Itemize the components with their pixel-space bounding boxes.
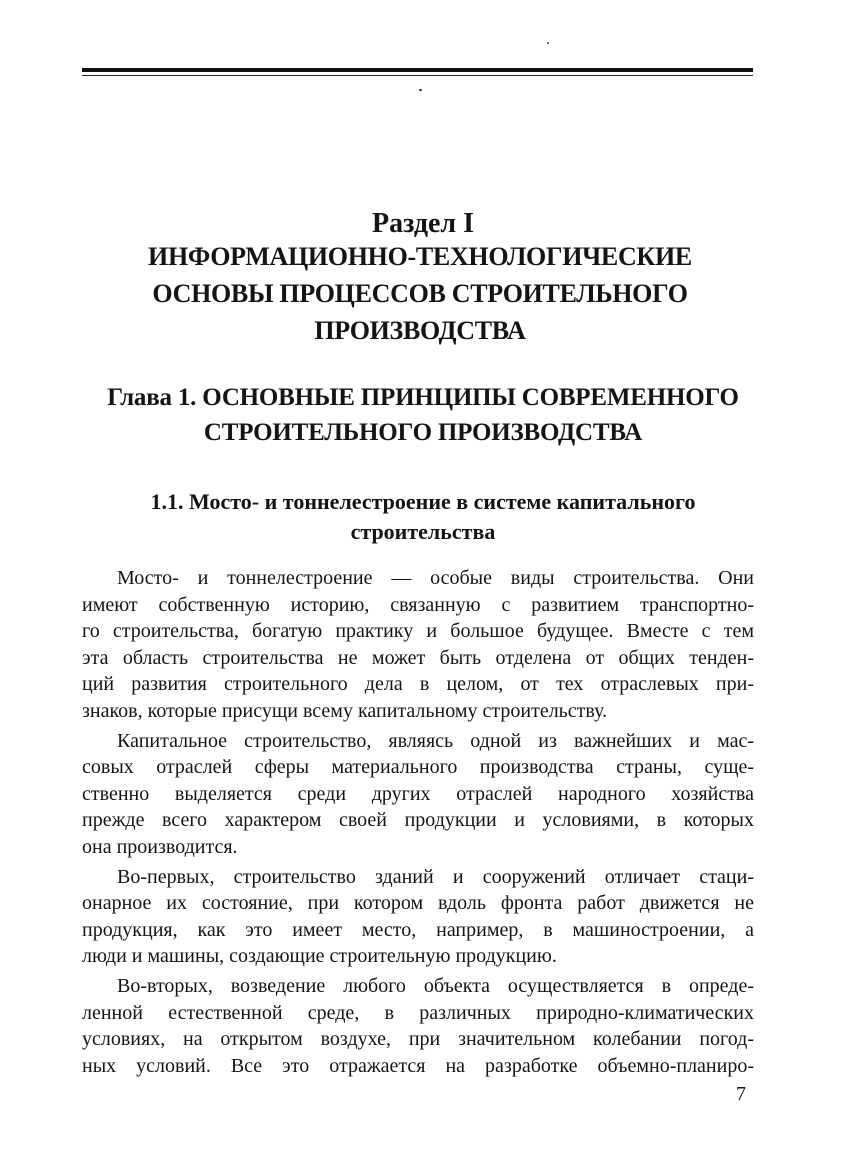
text-line: совых отраслей сферы материального производства страны, суще- — [82, 756, 754, 779]
text-line: ных условий. Все это отражается на разработке объемно-планиро- — [82, 1054, 754, 1077]
text-line: Капитальное строительство, являясь одной из важнейших и мас- — [117, 729, 754, 752]
body-text — [82, 565, 754, 1082]
section-label: Раздел I — [371, 208, 475, 239]
paragraph — [82, 864, 754, 970]
text-line: ленной естественной среде, в различных природно-климатических — [82, 1001, 754, 1024]
text-line: прежде всего характером своей продукции и условиями, в которых — [82, 809, 754, 832]
chapter-title-line: СТРОИТЕЛЬНОГО ПРОИЗВОДСТВА — [203, 419, 643, 446]
print-speck — [419, 89, 422, 91]
text-line: ственно выделяется среди других отраслей народного хозяйства — [82, 782, 754, 805]
text-line: она производится. — [82, 835, 238, 858]
text-line: эта область строительства не может быть отделена от общих тенден- — [82, 646, 754, 669]
text-line: знаков, которые присущи всему капитальному строительству. — [82, 699, 608, 722]
page-number: 7 — [736, 1083, 746, 1105]
paragraph — [82, 728, 754, 861]
section-title-line: ОСНОВЫ ПРОЦЕССОВ СТРОИТЕЛЬНОГО — [152, 279, 688, 308]
subsection-title-line: строительства — [350, 519, 496, 544]
header-rule-thin — [82, 75, 753, 76]
text-line: продукция, как это имеет место, например, в машиностроении, а — [82, 918, 754, 941]
print-speck — [547, 42, 549, 44]
text-line: условиях, на открытом воздухе, при значительном колебании погод- — [82, 1028, 754, 1051]
paragraph — [82, 973, 754, 1079]
chapter-title-line: Глава 1. ОСНОВНЫЕ ПРИНЦИПЫ СОВРЕМЕННОГО — [107, 384, 739, 411]
text-line: люди и машины, создающие строительную продукцию. — [82, 945, 557, 968]
text-line: го строительства, богатую практику и большое будущее. Вместе с тем — [82, 620, 754, 643]
header-rule-thick — [82, 68, 753, 72]
section-title-line: ПРОИЗВОДСТВА — [314, 316, 526, 345]
chapter-title — [90, 380, 756, 450]
subsection-title-line: 1.1. Мосто- и тоннелестроение в системе капитального — [150, 489, 696, 514]
section-title — [100, 238, 740, 349]
text-line: ций развития строительного дела в целом, от тех отраслевых при- — [82, 673, 754, 696]
text-line: Во-первых, строительство зданий и сооружений отличает стаци- — [117, 865, 754, 888]
paragraph — [82, 565, 754, 725]
text-line: Во-вторых, возведение любого объекта осуществляется в опреде- — [117, 974, 754, 997]
text-line: Мосто- и тоннелестроение — особые виды строительства. Они — [117, 567, 754, 589]
text-line: имеют собственную историю, связанную с развитием транспортно- — [82, 593, 754, 616]
section-title-line: ИНФОРМАЦИОННО-ТЕХНОЛОГИЧЕСКИЕ — [148, 242, 692, 271]
text-line: онарное их состояние, при котором вдоль фронта работ движется не — [82, 892, 754, 915]
subsection-title — [90, 487, 756, 547]
